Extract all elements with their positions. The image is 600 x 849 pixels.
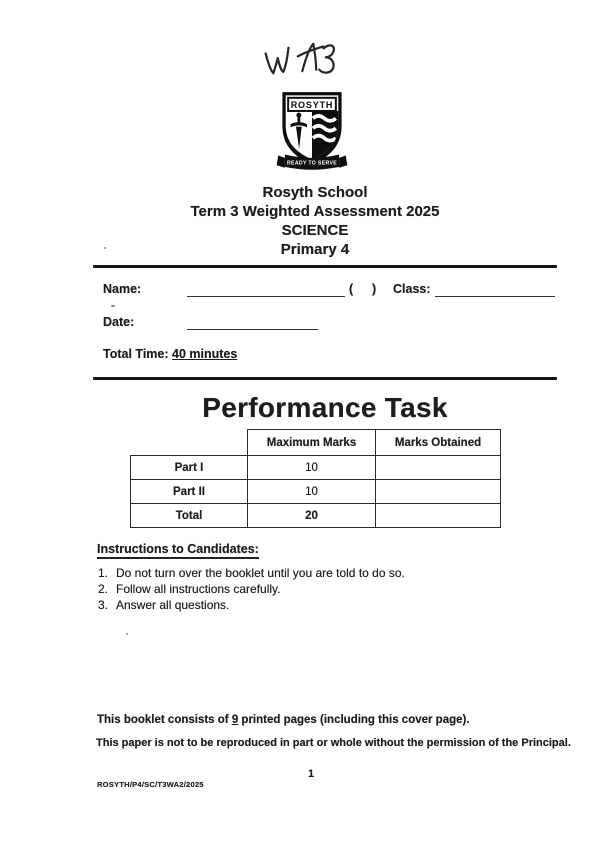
table-row-part-2 — [131, 480, 501, 504]
scan-artifact-dot — [126, 633, 128, 635]
total-time-label: Total Time: — [103, 347, 169, 361]
part-1-max-marks: 10 — [248, 456, 376, 480]
table-row-part-1 — [131, 456, 501, 480]
divider-line-middle — [93, 377, 557, 380]
total-time-value: 40 minutes — [172, 347, 238, 361]
instruction-number: 3. — [98, 597, 109, 612]
instructions-heading: Instructions to Candidates: — [97, 542, 259, 559]
part-1-marks-obtained-cell — [376, 456, 501, 480]
level-line: Primary 4 — [280, 241, 350, 258]
handwritten-digit-3 — [318, 45, 334, 73]
booklet-page-count: 9 — [231, 714, 239, 726]
instruction-item — [98, 566, 405, 582]
date-field-line — [187, 316, 318, 330]
class-label: Class: — [393, 282, 431, 296]
divider-line-top — [93, 265, 557, 268]
handwritten-letter-a — [301, 44, 316, 71]
handwritten-letter-w — [265, 48, 289, 74]
name-field-line — [187, 283, 345, 297]
crest-motto: READY TO SERVE — [286, 160, 338, 167]
instruction-number: 2. — [98, 581, 109, 596]
instructions-list — [98, 566, 405, 613]
page-number: 1 — [308, 768, 315, 780]
name-label: Name: — [103, 282, 142, 296]
total-marks-obtained-cell — [376, 504, 501, 528]
index-paren-close: ) — [372, 282, 377, 296]
instruction-item — [98, 582, 405, 598]
instruction-number: 1. — [98, 566, 109, 580]
scan-artifact-dot — [104, 247, 106, 249]
booklet-pages-note — [97, 714, 470, 726]
index-paren-open: ( — [349, 282, 354, 296]
instruction-item — [98, 598, 405, 614]
school-crest — [275, 91, 349, 177]
row-label-part-1: Part I — [131, 456, 248, 480]
booklet-note-suffix: printed pages (including this cover page). — [238, 714, 470, 726]
title-block — [15, 183, 600, 259]
total-max-marks: 20 — [248, 504, 376, 528]
subject-line: SCIENCE — [281, 222, 349, 239]
instruction-text: Follow all instructions carefully. — [116, 581, 281, 596]
crest-school-name: ROSYTH — [290, 100, 334, 111]
section-heading: Performance Task — [202, 392, 448, 423]
row-label-part-2: Part II — [131, 480, 248, 504]
marks-table-header-row — [131, 430, 501, 456]
date-label: Date: — [103, 315, 135, 329]
scan-artifact-dash — [111, 305, 115, 307]
total-time — [103, 347, 237, 361]
row-label-total: Total — [131, 504, 248, 528]
blank-header-cell — [131, 430, 248, 456]
marks-table — [130, 429, 501, 528]
part-2-max-marks: 10 — [248, 480, 376, 504]
header-maximum-marks: Maximum Marks — [248, 430, 376, 456]
instruction-text: Answer all questions. — [116, 597, 230, 612]
school-name-line: Rosyth School — [262, 184, 368, 201]
handwritten-annotation-wa3 — [257, 32, 359, 93]
assessment-line: Term 3 Weighted Assessment 2025 — [190, 203, 440, 220]
header-marks-obtained: Marks Obtained — [376, 430, 501, 456]
reproduction-notice: This paper is not to be reproduced in part or whole without the permission of the Principal. — [96, 737, 571, 749]
instruction-text: Do not turn over the booklet until you are told to do so. — [116, 566, 405, 580]
table-row-total — [131, 504, 501, 528]
document-code: ROSYTH/P4/SC/T3WA2/2025 — [97, 780, 204, 789]
part-2-marks-obtained-cell — [376, 480, 501, 504]
booklet-note-prefix: This booklet consists of — [97, 714, 232, 726]
class-field-line — [435, 283, 555, 297]
